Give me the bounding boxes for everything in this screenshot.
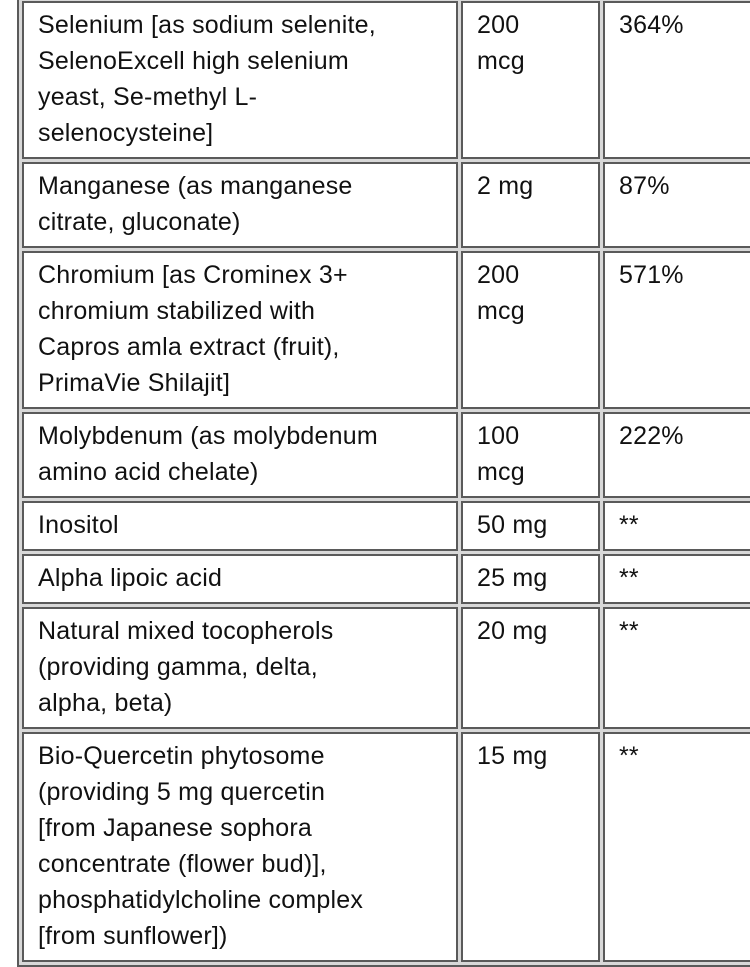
table-row [22, 554, 750, 604]
daily-value: 364% [619, 11, 684, 39]
amount-line: 20 mg [477, 617, 548, 645]
daily-value: ** [619, 617, 639, 645]
ingredient-cell [22, 554, 458, 604]
ingredient-name-line: concentrate (flower bud)], [38, 850, 327, 878]
supplement-facts-sheet [17, 0, 750, 967]
ingredient-name-line: Molybdenum (as molybdenum [38, 422, 378, 450]
daily-value: 571% [619, 261, 684, 289]
ingredient-cell [22, 501, 458, 551]
daily-value-cell [603, 162, 750, 248]
daily-value-cell [603, 554, 750, 604]
supplement-facts-table [17, 0, 750, 967]
table-row [22, 162, 750, 248]
ingredient-name-line: Selenium [as sodium selenite, [38, 11, 376, 39]
ingredient-cell [22, 607, 458, 729]
amount-cell [461, 554, 600, 604]
ingredient-name-line: [from Japanese sophora [38, 814, 313, 842]
ingredient-cell [22, 162, 458, 248]
amount-line: 200 [477, 11, 520, 39]
ingredient-name-line: Capros amla extract (fruit), [38, 333, 340, 361]
ingredient-cell [22, 732, 458, 962]
amount-cell [461, 732, 600, 962]
amount-cell [461, 607, 600, 729]
ingredient-name-line: Natural mixed tocopherols [38, 617, 334, 645]
ingredient-name-line: PrimaVie Shilajit] [38, 369, 231, 397]
daily-value-cell [603, 607, 750, 729]
amount-cell [461, 1, 600, 159]
ingredient-name-line: Bio-Quercetin phytosome [38, 742, 325, 770]
daily-value-cell [603, 501, 750, 551]
table-row [22, 251, 750, 409]
daily-value: 222% [619, 422, 684, 450]
ingredient-name-line: amino acid chelate) [38, 458, 259, 486]
ingredient-cell [22, 251, 458, 409]
ingredient-name-line: (providing 5 mg quercetin [38, 778, 326, 806]
ingredient-name-line: citrate, gluconate) [38, 208, 241, 236]
table-row [22, 412, 750, 498]
amount-line: mcg [477, 47, 525, 75]
ingredient-name-line: yeast, Se-methyl L- [38, 83, 258, 111]
ingredient-cell [22, 412, 458, 498]
amount-cell [461, 251, 600, 409]
ingredient-name-line: chromium stabilized with [38, 297, 316, 325]
amount-line: 200 [477, 261, 520, 289]
table-row [22, 501, 750, 551]
ingredient-name-line: (providing gamma, delta, [38, 653, 318, 681]
table-row [22, 1, 750, 159]
daily-value-cell [603, 251, 750, 409]
ingredient-name-line: Manganese (as manganese [38, 172, 353, 200]
table-body [22, 1, 750, 962]
ingredient-name-line: Inositol [38, 511, 119, 539]
daily-value: ** [619, 564, 639, 592]
daily-value: 87% [619, 172, 670, 200]
ingredient-name-line: Alpha lipoic acid [38, 564, 223, 592]
amount-line: 50 mg [477, 511, 548, 539]
amount-line: 15 mg [477, 742, 548, 770]
ingredient-name-line: phosphatidylcholine complex [38, 886, 364, 914]
amount-line: 25 mg [477, 564, 548, 592]
amount-cell [461, 162, 600, 248]
daily-value-cell [603, 732, 750, 962]
daily-value: ** [619, 742, 639, 770]
ingredient-name-line: [from sunflower]) [38, 922, 228, 950]
daily-value-cell [603, 1, 750, 159]
amount-line: 100 [477, 422, 520, 450]
amount-line: mcg [477, 458, 525, 486]
ingredient-name-line: Chromium [as Crominex 3+ [38, 261, 348, 289]
table-row [22, 607, 750, 729]
daily-value: ** [619, 511, 639, 539]
ingredient-cell [22, 1, 458, 159]
ingredient-name-line: alpha, beta) [38, 689, 173, 717]
amount-line: mcg [477, 297, 525, 325]
daily-value-cell [603, 412, 750, 498]
ingredient-name-line: selenocysteine] [38, 119, 214, 147]
amount-cell [461, 501, 600, 551]
table-row [22, 732, 750, 962]
amount-line: 2 mg [477, 172, 534, 200]
ingredient-name-line: SelenoExcell high selenium [38, 47, 349, 75]
amount-cell [461, 412, 600, 498]
